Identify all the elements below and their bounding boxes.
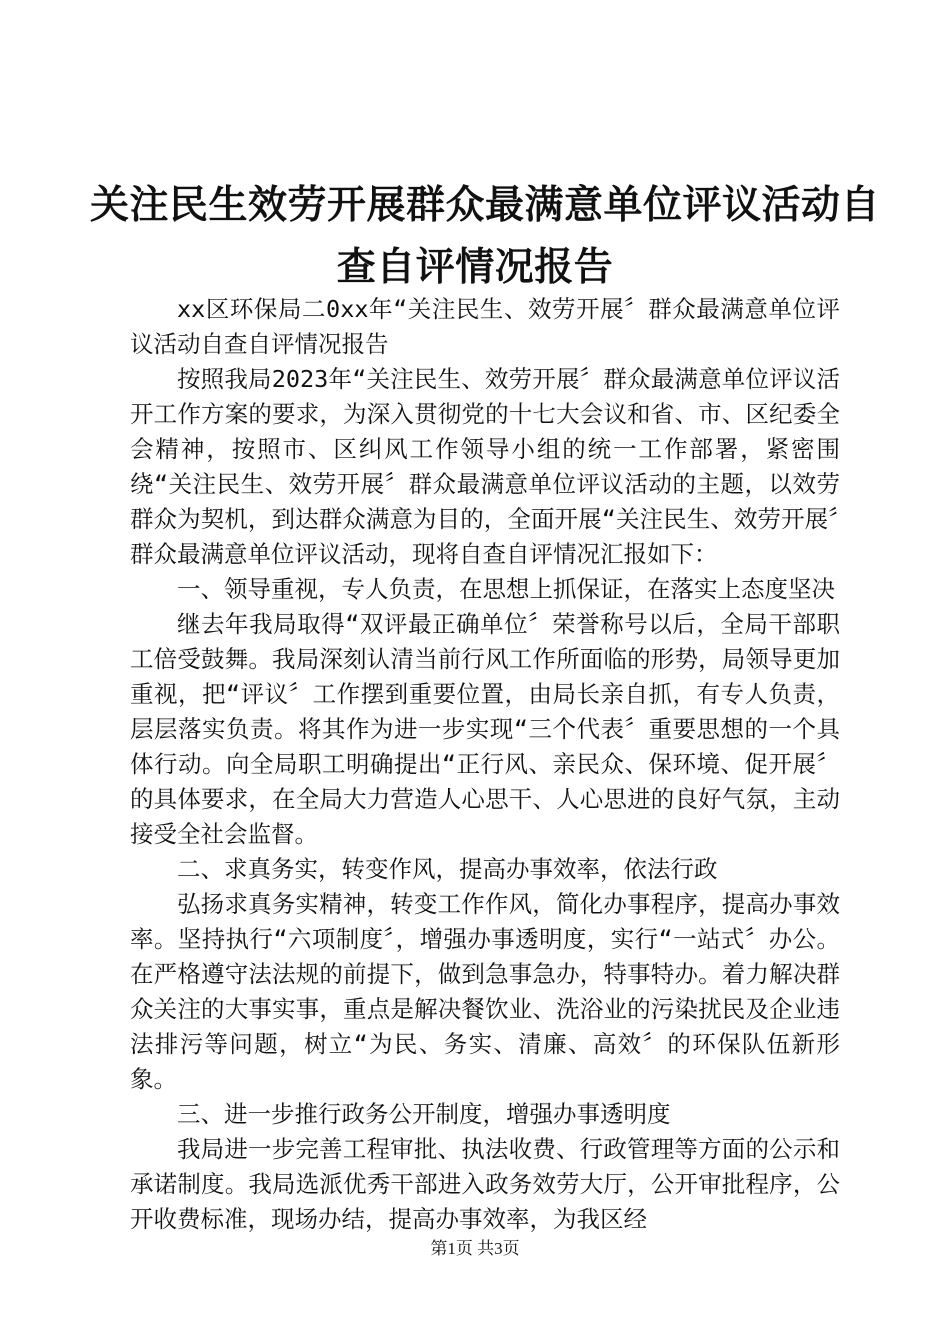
document-title-line-2: 查自评情况报告 [336, 244, 614, 290]
paragraph: 我局进一步完善工程审批、执法收费、行政管理等方面的公示和承诺制度。我局选派优秀干部进入政务效劳大厅，公开审批程序，公开收费标准，现场办结，提高办事效率，为我区经 [130, 1135, 840, 1233]
paragraph: xx区环保局二0xx年“关注民生、效劳开展〞群众最满意单位评议活动自查自评情况报告 [130, 295, 840, 358]
document-body [130, 292, 840, 1237]
document-title-line-1: 关注民生效劳开展群众最满意单位评议活动自 [90, 182, 881, 228]
paragraph: 按照我局2023年“关注民生、效劳开展〞群众最满意单位评议活开工作方案的要求，为深入贯彻党的十七大会议和省、市、区纪委全会精神，按照市、区纠风工作领导小组的统一工作部署，紧密围绕“关注民生、效劳开展〞群众最满意单位评议活动的主题，以效劳群众为契机，到达群众满意为目的，全面开展“关注民生、效劳开展〞群众最满意单位评议活动，现将自查自评情况汇报如下： [130, 365, 840, 568]
section-heading: 二、求真务实，转变作风，提高办事效率，依法行政 [177, 855, 718, 883]
section-heading: 三、进一步推行政务公开制度，增强办事透明度 [177, 1100, 671, 1128]
page-number-footer: 第1页 共3页 [430, 1239, 520, 1258]
paragraph: 继去年我局取得“双评最正确单位〞荣誉称号以后，全局干部职工倍受鼓舞。我局深刻认清当前行风工作所面临的形势，局领导更加重视，把“评议〞工作摆到重要位置，由局长亲自抓，有专人负责，层层落实负责。将其作为进一步实现“三个代表〞重要思想的一个具体行动。向全局职工明确提出“正行风、亲民众、保环境、促开展〞的具体要求，在全局大力营造人心思干、人心思进的良好气氛，主动接受全社会监督。 [130, 610, 840, 848]
paragraph: 弘扬求真务实精神，转变工作作风，简化办事程序，提高办事效率。坚持执行“六项制度〞，增强办事透明度，实行“一站式〞办公。在严格遵守法法规的前提下，做到急事急办，特事特办。着力解决群众关注的大事实事，重点是解决餐饮业、洗浴业的污染扰民及企业违法排污等问题，树立“为民、务实、清廉、高效〞的环保队伍新形象。 [130, 890, 840, 1093]
section-heading: 一、领导重视，专人负责，在思想上抓保证，在落实上态度坚决 [177, 575, 835, 603]
